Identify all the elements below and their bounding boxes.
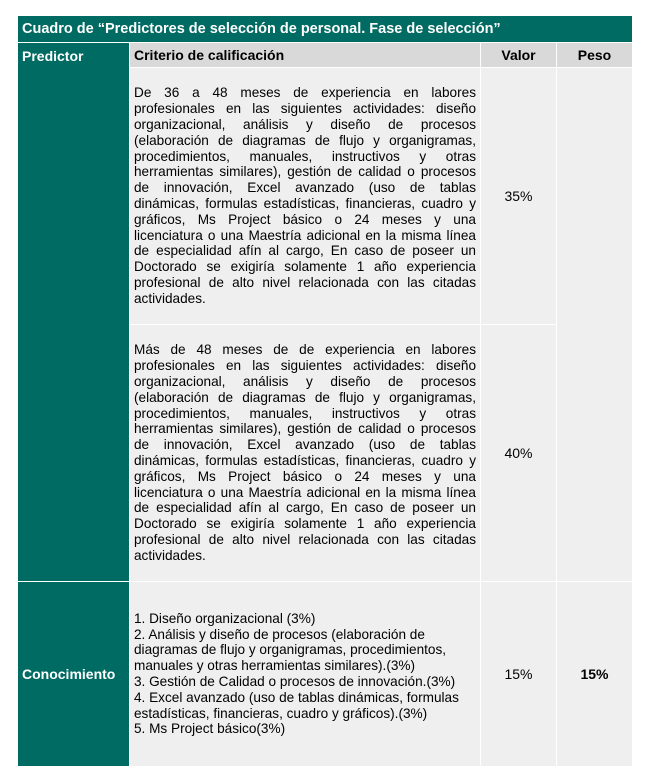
criterio-cell-3	[130, 582, 481, 767]
peso-header: Peso	[557, 43, 633, 68]
list-item: 5. Ms Project básico(3%)	[134, 721, 286, 737]
valor-cell-1: 35%	[481, 68, 557, 325]
valor-cell-2: 40%	[481, 325, 557, 582]
table-title: Cuadro de “Predictores de selección de personal. Fase de selección”	[18, 16, 633, 43]
table-row	[18, 582, 633, 767]
peso-cell-3: 15%	[557, 582, 633, 767]
peso-cell-experience	[557, 68, 633, 582]
valor-cell-3: 15%	[481, 582, 557, 767]
predictor-cell-conocimiento: Conocimiento	[18, 582, 130, 767]
list-item: 4. Excel avanzado (uso de tablas dinámicas, formulas estadísticas, financieras, cuadro y gráficos).(3%)	[134, 689, 459, 721]
valor-header: Valor	[481, 43, 557, 68]
list-item: 3. Gestión de Calidad o procesos de innovación.(3%)	[134, 674, 456, 689]
criterio-header: Criterio de calificación	[130, 43, 481, 68]
predictor-header: Predictor	[18, 43, 130, 582]
criterio-cell-1: De 36 a 48 meses de experiencia en labores profesionales en las siguientes actividades: diseño organizacional, análisis y diseño de procesos (elaboración de diagramas de flujo y organigramas, procedimientos, manuales, instructivos y otras herramientas similares), gestión de calidad o procesos de innovación, Excel avanzado (uso de tablas dinámicas, formulas estadísticas, financieras, cuadro y gráficos, Ms Project básico o 24 meses y una licenciatura o una Maestría adicional en la misma línea de especialidad afín al cargo, En caso de poseer un Doctorado se exigiría solamente 1 año experiencia profesional de alto nivel relacionada con las citadas actividades.	[130, 68, 481, 325]
predictors-table	[17, 15, 633, 767]
criterio-cell-2: Más de 48 meses de de experiencia en labores profesionales en las siguientes actividades: diseño organizacional, análisis y diseño de procesos (elaboración de diagramas de flujo y organigramas, procedimientos, manuales, instructivos y otras herramientas similares), gestión de calidad o procesos de innovación, Excel avanzado (uso de tablas dinámicas, formulas estadísticas, financieras, cuadro y gráficos, Ms Project básico o 24 meses y una licenciatura o una Maestría adicional en la misma línea de especialidad afín al cargo, En caso de poseer un Doctorado se exigiría solamente 1 año experiencia profesional de alto nivel relacionada con las citadas actividades.	[130, 325, 481, 582]
list-item: 1. Diseño organizacional (3%)	[134, 610, 316, 626]
list-item: 2. Análisis y diseño de procesos (elaboración de diagramas de flujo y organigramas, procedimientos, manuales y otras herramientas similares).(3%)	[134, 626, 447, 674]
